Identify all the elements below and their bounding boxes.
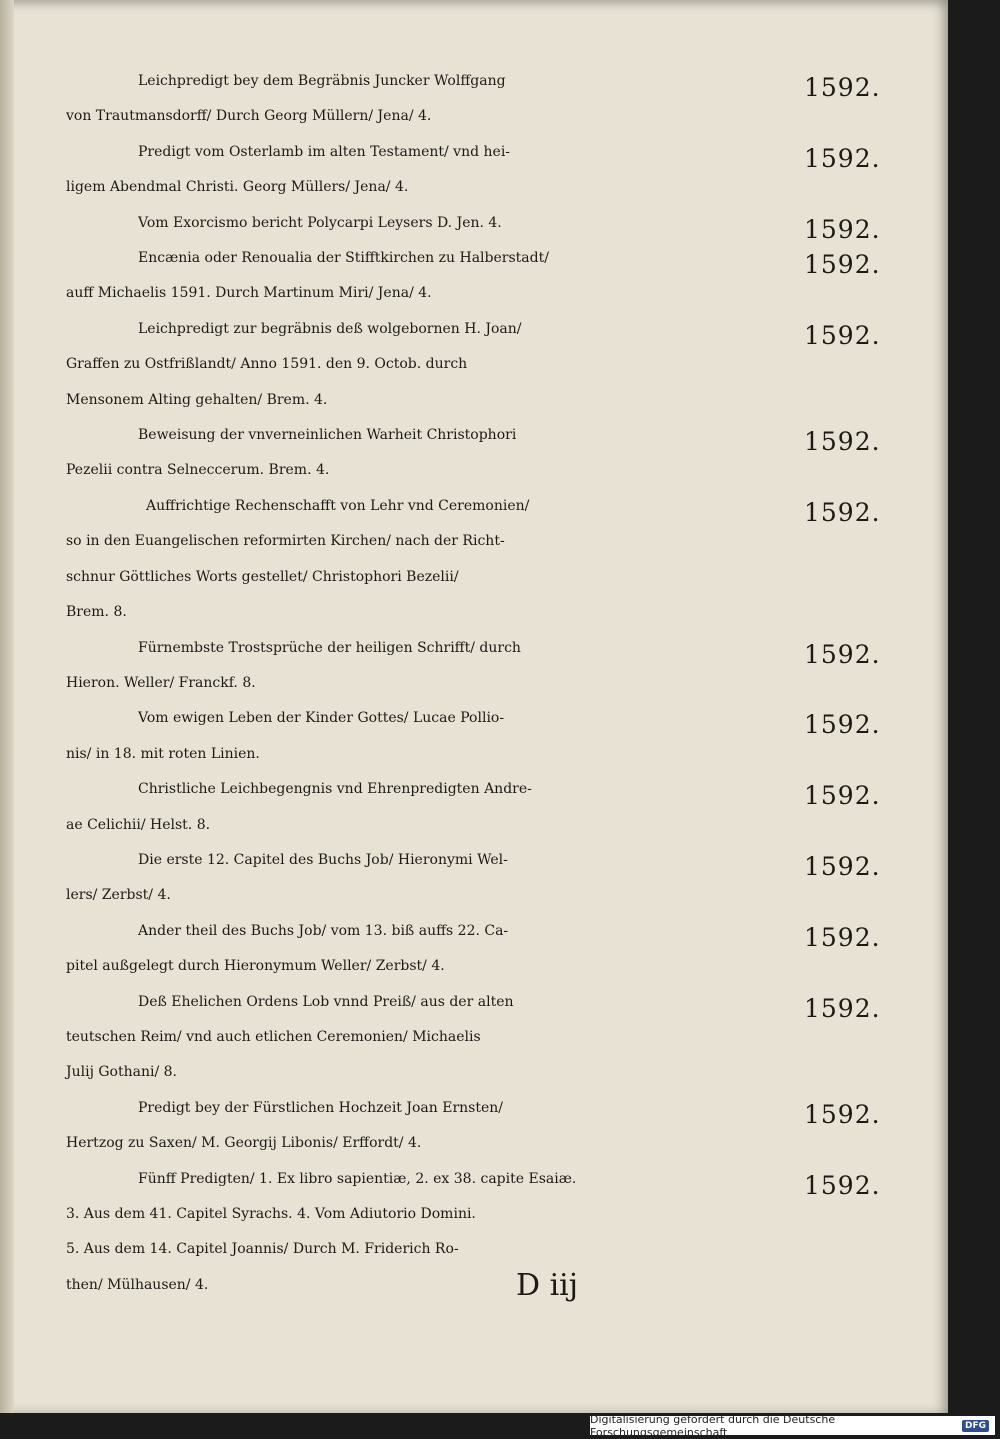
entry-year: 1592.	[804, 497, 881, 527]
entry-continuation-line: Graffen zu Ostfrißlandt/ Anno 1591. den 9. Octob. durch	[66, 356, 468, 373]
entry-continuation-line: pitel außgelegt durch Hieronymum Weller/ Zerbst/ 4.	[66, 958, 445, 975]
catalog-entry	[66, 631, 896, 702]
entry-continuation-line: nis/ in 18. mit roten Linien.	[66, 745, 260, 762]
page-binding-edge	[0, 0, 14, 1413]
entry-title-line: Vom ewigen Leben der Kinder Gottes/ Lucae Pollio-	[138, 710, 505, 727]
catalog-entry	[66, 985, 896, 1091]
dfg-logo: DFG	[962, 1420, 989, 1432]
entry-year: 1592.	[804, 993, 881, 1023]
entry-continuation-line: then/ Mülhausen/ 4.	[66, 1276, 209, 1293]
entry-continuation-line: Mensonem Alting gehalten/ Brem. 4.	[66, 391, 328, 408]
entry-title-line: Christliche Leichbegengnis vnd Ehrenpredigten Andre-	[138, 781, 532, 798]
catalog-entry	[66, 701, 896, 772]
catalog-entry	[66, 312, 896, 418]
entry-continuation-line: Hertzog zu Saxen/ M. Georgij Libonis/ Erffordt/ 4.	[66, 1135, 422, 1152]
entry-year: 1592.	[804, 73, 881, 102]
catalog-entry	[66, 1162, 896, 1304]
catalog-entry	[66, 206, 896, 244]
entry-continuation-line: so in den Euangelischen reformirten Kirchen/ nach der Richt-	[66, 533, 505, 550]
catalog-text-block	[66, 64, 896, 1303]
entry-continuation-line: teutschen Reim/ vnd auch etlichen Ceremonien/ Michaelis	[66, 1028, 481, 1045]
entry-continuation-line: Hieron. Weller/ Franckf. 8.	[66, 674, 256, 691]
catalog-entry	[66, 489, 896, 631]
entry-year: 1592.	[804, 427, 881, 457]
entry-continuation-line: auff Michaelis 1591. Durch Martinum Miri/ Jena/ 4.	[66, 285, 432, 302]
entry-year: 1592.	[804, 710, 881, 740]
catalog-entry	[66, 64, 896, 135]
entry-title-line: Fünff Predigten/ 1. Ex libro sapientiæ, 2. ex 38. capite Esaiæ.	[138, 1170, 577, 1187]
entry-title-line: Leichpredigt bey dem Begräbnis Juncker Wolffgang	[138, 73, 506, 89]
entry-continuation-line: ae Celichii/ Helst. 8.	[66, 816, 211, 833]
entry-continuation-line: ligem Abendmal Christi. Georg Müllers/ Jena/ 4.	[66, 179, 409, 196]
entry-year: 1592.	[804, 320, 881, 350]
entry-year: 1592.	[804, 781, 881, 811]
entry-continuation-line: von Trautmansdorff/ Durch Georg Müllern/ Jena/ 4.	[66, 108, 432, 125]
entry-continuation-line: Julij Gothani/ 8.	[66, 1064, 177, 1081]
entry-year: 1592.	[804, 143, 881, 173]
entry-title-line: Predigt vom Osterlamb im alten Testament/ vnd hei-	[138, 143, 511, 160]
entry-title-line: Auffrichtige Rechenschafft von Lehr vnd Ceremonien/	[146, 497, 530, 514]
entry-title-line: Leichpredigt zur begräbnis deß wolgebornen H. Joan/	[138, 320, 522, 337]
entry-year: 1592.	[804, 214, 881, 244]
digitization-footer	[590, 1412, 995, 1439]
entry-title-line: Predigt bey der Fürstlichen Hochzeit Joan Ernsten/	[138, 1099, 503, 1116]
entry-year: 1592.	[804, 851, 881, 881]
entry-continuation-line: 5. Aus dem 14. Capitel Joannis/ Durch M. Friderich Ro-	[66, 1241, 459, 1258]
catalog-entry	[66, 135, 896, 206]
catalog-entry	[66, 772, 896, 843]
entry-continuation-line: lers/ Zerbst/ 4.	[66, 887, 171, 904]
catalog-entry	[66, 1091, 896, 1162]
entry-year: 1592.	[804, 1099, 881, 1129]
entry-title-line: Deß Ehelichen Ordens Lob vnnd Preiß/ aus der alten	[138, 993, 514, 1010]
footer-credit-text: Digitalisierung gefördert durch die Deutsche Forschungsgemeinschaft	[590, 1412, 836, 1439]
entry-title-line: Fürnembste Trostsprüche der heiligen Schrifft/ durch	[138, 639, 521, 656]
entry-title-line: Die erste 12. Capitel des Buchs Job/ Hieronymi Wel-	[138, 851, 508, 868]
catalog-entry	[66, 418, 896, 489]
entry-continuation-line: Pezelii contra Selneccerum. Brem. 4.	[66, 462, 330, 479]
entry-continuation-line: Brem. 8.	[66, 604, 127, 621]
entry-year: 1592.	[804, 1170, 881, 1200]
catalog-entry	[66, 843, 896, 914]
entry-title-line: Encænia oder Renoualia der Stifftkirchen zu Halberstadt/	[138, 250, 549, 267]
entry-year: 1592.	[804, 922, 881, 952]
signature-mark: D iij	[516, 1268, 579, 1303]
catalog-entry	[66, 914, 896, 985]
catalog-entry	[66, 241, 896, 312]
entry-continuation-line: 3. Aus dem 41. Capitel Syrachs. 4. Vom Adiutorio Domini.	[66, 1206, 476, 1222]
entry-title-line: Beweisung der vnverneinlichen Warheit Christophori	[138, 427, 517, 444]
entry-title-line: Ander theil des Buchs Job/ vom 13. biß auffs 22. Ca-	[138, 922, 509, 939]
entry-continuation-line: schnur Göttliches Worts gestellet/ Christophori Bezelii/	[66, 568, 459, 585]
entry-title-line: Vom Exorcismo bericht Polycarpi Leysers D. Jen. 4.	[138, 214, 502, 231]
entry-year: 1592.	[804, 250, 881, 280]
entry-year: 1592.	[804, 639, 881, 669]
